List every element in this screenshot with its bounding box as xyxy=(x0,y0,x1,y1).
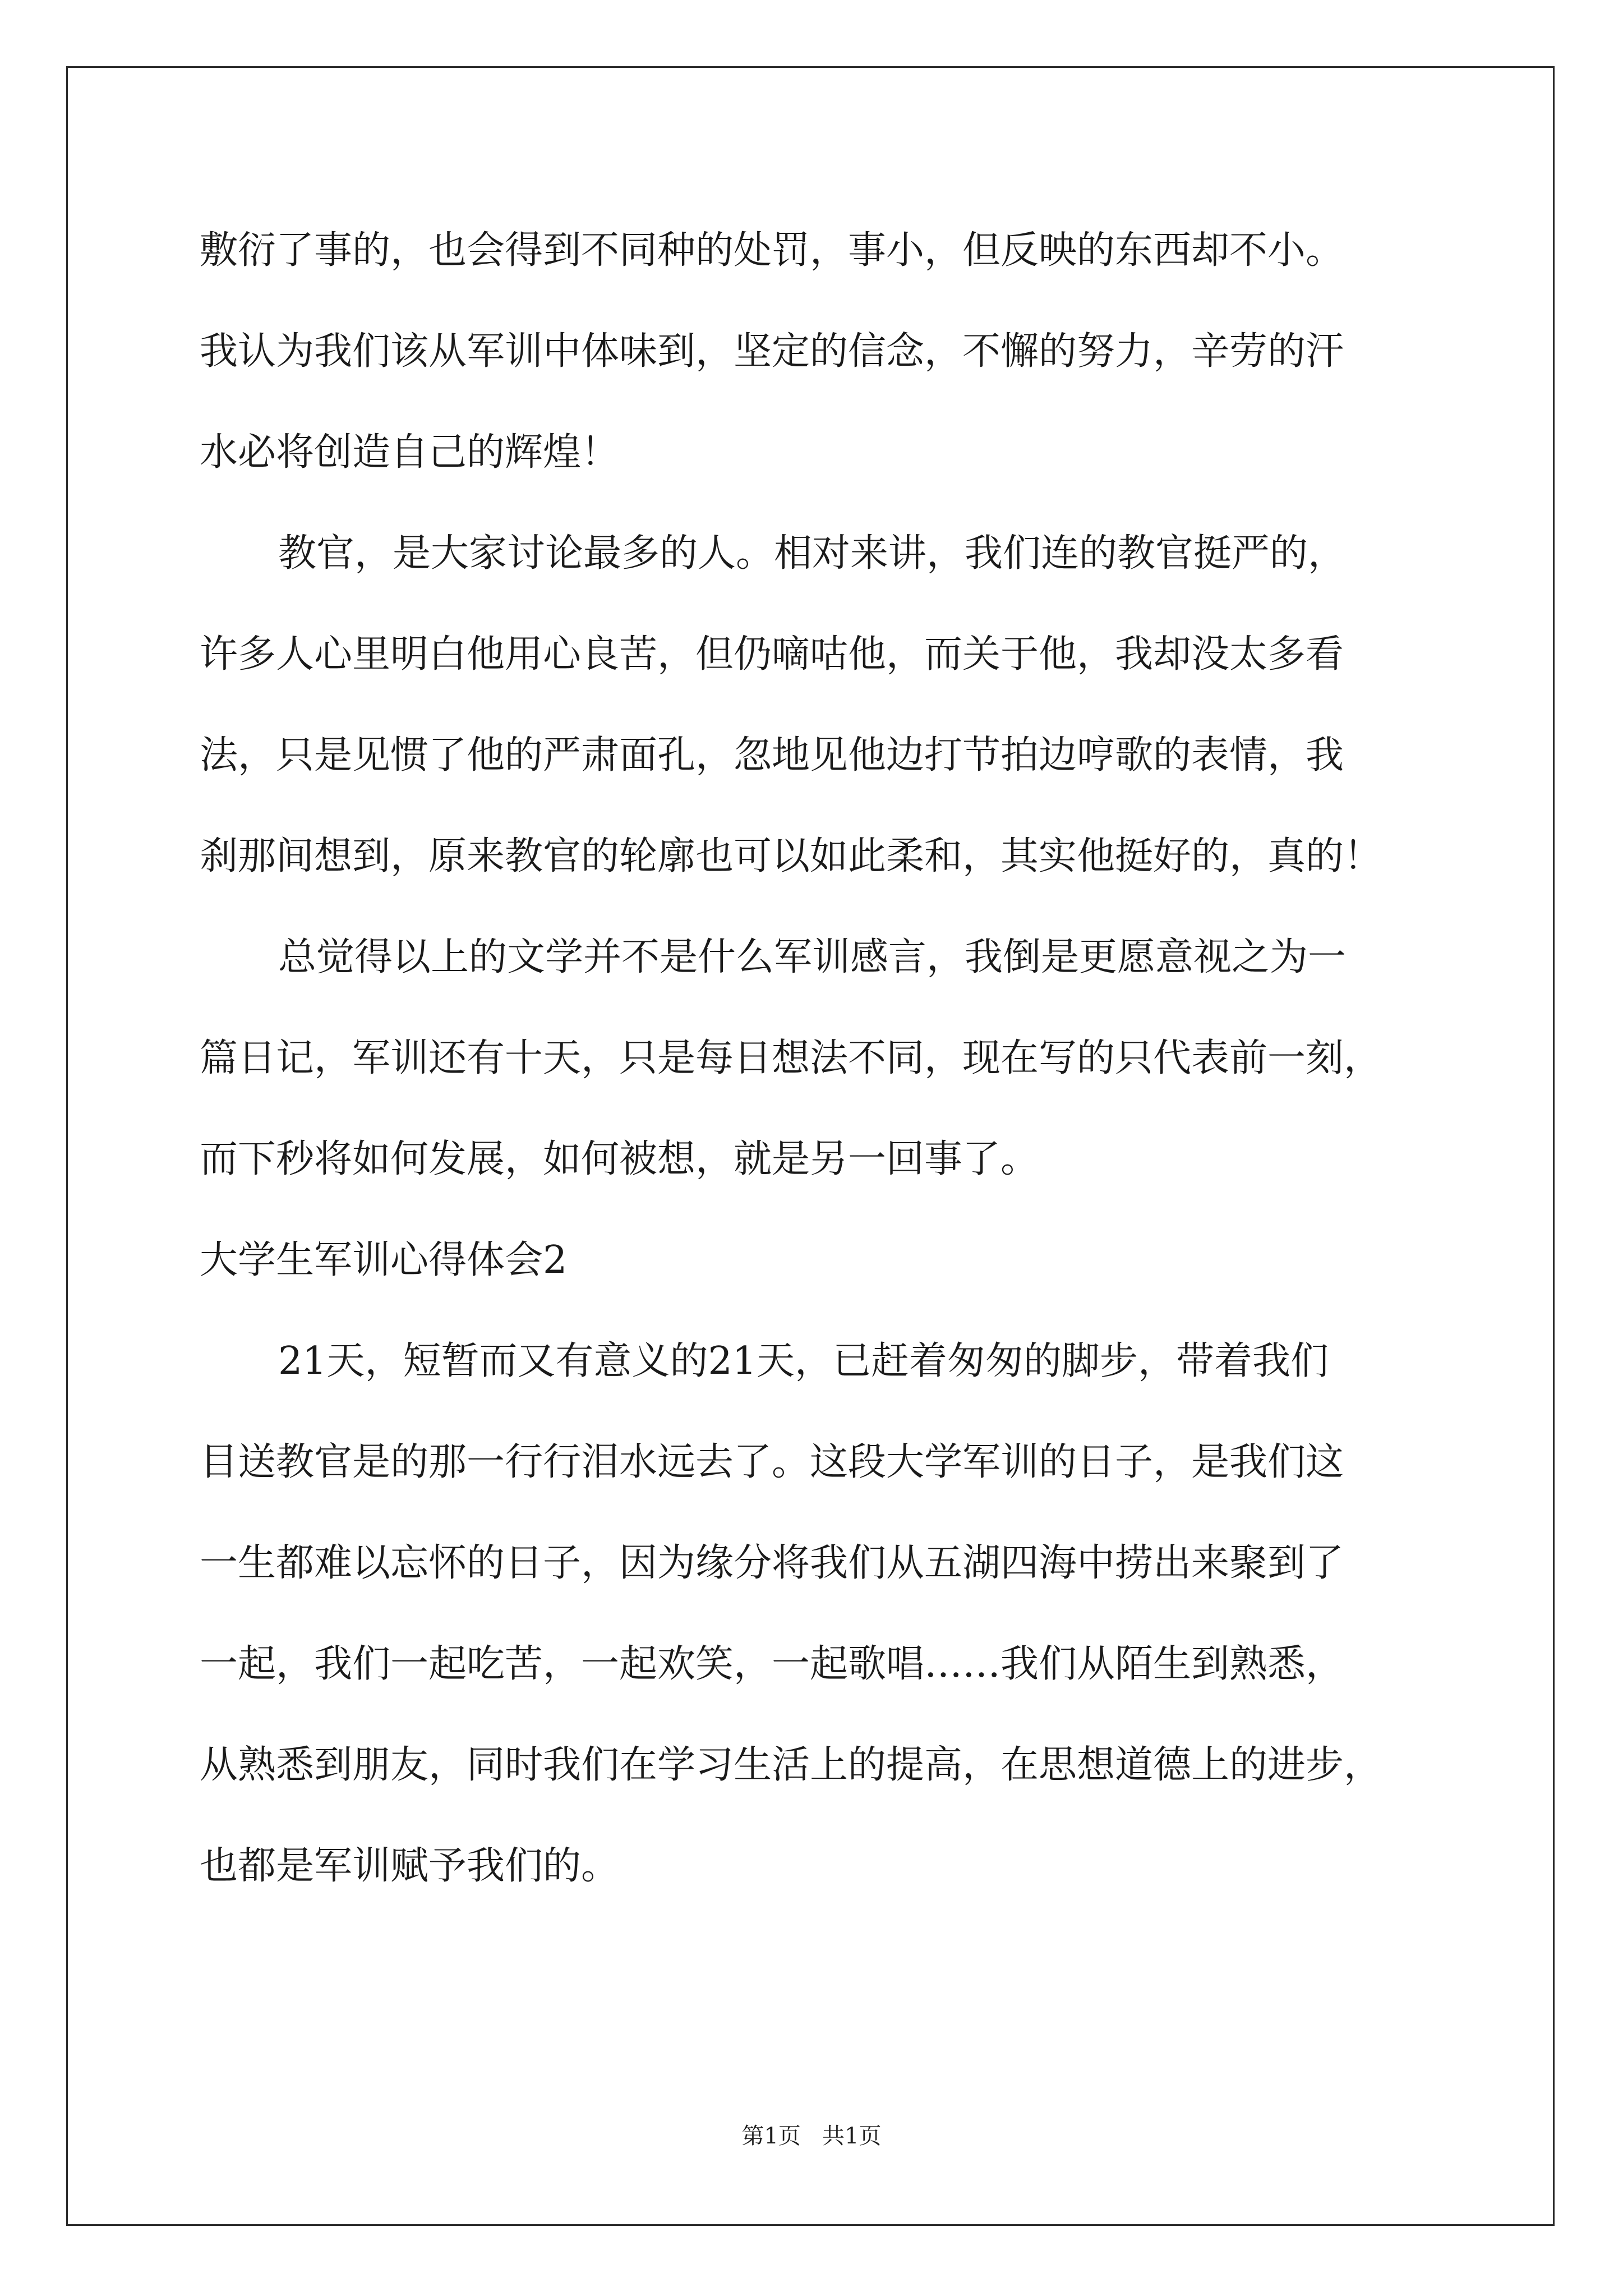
paragraph-first-line: 21天，短暂而又有意义的21天，已赶着匆匆的脚步，带着我们 xyxy=(278,1339,1329,1383)
text-line: 目送教官是的那一行行泪水远去了。这段大学军训的日子，是我们这 xyxy=(200,1440,1344,1484)
paragraph-first-line: 总觉得以上的文学并不是什么军训感言，我倒是更愿意视之为一 xyxy=(278,935,1347,979)
paragraph-first-line: 教官，是大家讨论最多的人。相对来讲，我们连的教官挺严的， xyxy=(278,531,1347,576)
text-line: 刹那间想到，原来教官的轮廓也可以如此柔和，其实他挺好的，真的！ xyxy=(200,834,1382,878)
section-heading: 大学生军训心得体会2 xyxy=(200,1238,568,1282)
text-line: 法，只是见惯了他的严肃面孔，忽地见他边打节拍边哼歌的表情，我 xyxy=(200,733,1344,777)
text-line: 敷衍了事的，也会得到不同种的处罚，事小，但反映的东西却不小。 xyxy=(200,228,1344,273)
text-line: 水必将创造自己的辉煌！ xyxy=(200,430,620,475)
text-line: 我认为我们该从军训中体味到，坚定的信念，不懈的努力，辛劳的汗 xyxy=(200,329,1344,374)
text-line: 从熟悉到朋友，同时我们在学习生活上的提高，在思想道德上的进步， xyxy=(200,1743,1382,1787)
text-line: 一起，我们一起吃苦，一起欢笑，一起歌唱……我们从陌生到熟悉， xyxy=(200,1642,1344,1686)
text-line: 而下秒将如何发展，如何被想，就是另一回事了。 xyxy=(200,1137,1039,1181)
page-number-footer: 第1页 共1页 xyxy=(741,2123,882,2149)
text-line: 许多人心里明白他用心良苦，但仍嘀咕他，而关于他，我却没太多看 xyxy=(200,632,1344,677)
text-line: 也都是军训赋予我们的。 xyxy=(200,1844,620,1888)
text-line: 一生都难以忘怀的日子，因为缘分将我们从五湖四海中捞出来聚到了 xyxy=(200,1541,1344,1585)
text-line: 篇日记，军训还有十天，只是每日想法不同，现在写的只代表前一刻， xyxy=(200,1036,1382,1080)
